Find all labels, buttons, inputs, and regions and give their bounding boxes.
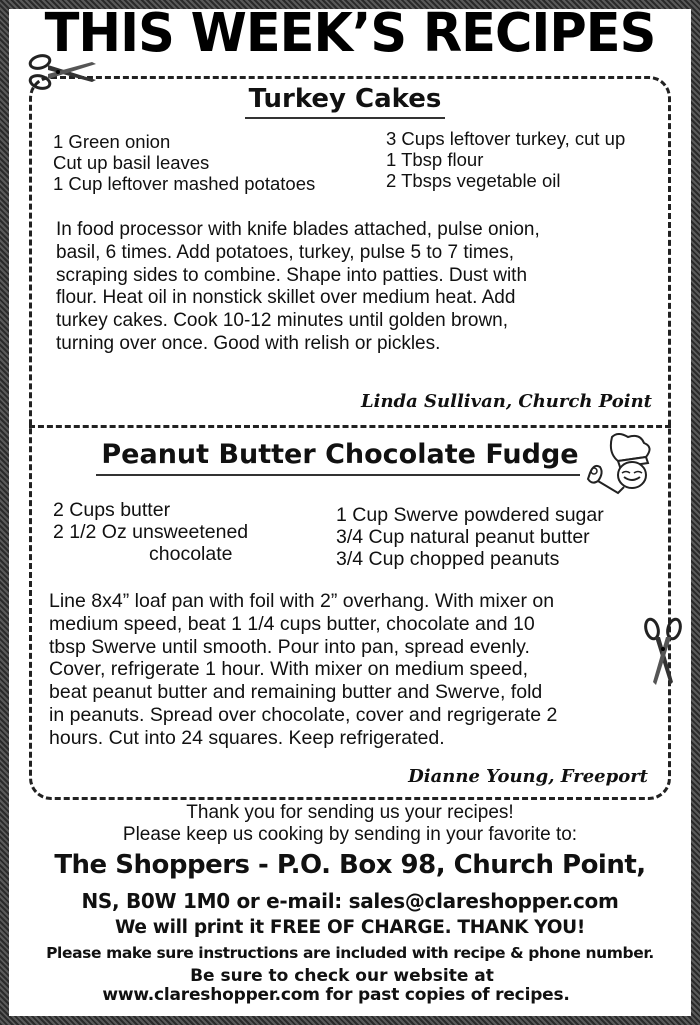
ingredient: 2 Tbsps vegetable oil xyxy=(386,170,561,191)
footer-thanks: Thank you for sending us your recipes! xyxy=(186,802,514,823)
ingredient: 3/4 Cup chopped peanuts xyxy=(336,548,560,570)
ingredients-right xyxy=(336,504,604,570)
ingredients-left xyxy=(53,499,248,565)
footer-address: The Shoppers - P.O. Box 98, Church Point, xyxy=(54,850,646,880)
footer-website-note: Be sure to check our website at xyxy=(190,966,494,986)
recipe-title: Turkey Cakes xyxy=(248,84,442,114)
title-underline xyxy=(96,474,580,476)
recipe-instructions: In food processor with knife blades attached, pulse onion, basil, 6 times. Add potatoes, turkey, pulse 5 to 7 times, scraping sides to combine. Shape into patties. Dust with flour. Heat oil in nonstick skillet over medium heat. Add turkey cakes. Cook 10-12 minutes until golden brown, turning over once. Good with relish or pickles. xyxy=(56,219,540,354)
ingredient: 1 Tbsp flour xyxy=(386,149,484,170)
footer-invite: Please keep us cooking by sending in your favorite to: xyxy=(122,824,578,845)
footer-email: NS, B0W 1M0 or e-mail: sales@clareshopper.com xyxy=(81,889,619,913)
ingredient: Cut up basil leaves xyxy=(53,152,210,173)
footer-website: www.clareshopper.com for past copies of recipes. xyxy=(102,985,570,1005)
recipe-title: Peanut Butter Chocolate Fudge xyxy=(101,439,579,470)
scissors-icon xyxy=(26,50,98,94)
footer-instructions-note: Please make sure instructions are included with recipe & phone number. xyxy=(46,944,654,962)
ingredient: 1 Cup leftover mashed potatoes xyxy=(53,173,316,194)
chef-illustration xyxy=(584,433,662,499)
title-underline xyxy=(245,117,445,119)
ingredient: chocolate xyxy=(149,543,233,565)
page-title: THIS WEEK’S RECIPES xyxy=(44,2,656,65)
ingredient: 3 Cups leftover turkey, cut up xyxy=(386,128,626,149)
ingredients-right xyxy=(386,128,625,191)
ingredients-left xyxy=(53,131,315,194)
recipe-divider xyxy=(29,425,671,428)
recipe-author: Dianne Young, Freeport xyxy=(408,766,648,787)
footer-free: We will print it FREE OF CHARGE. THANK YOU! xyxy=(114,917,586,938)
ingredient: 2 Cups butter xyxy=(53,499,171,521)
ingredient: 1 Green onion xyxy=(53,131,171,152)
ingredient: 2 1/2 Oz unsweetened xyxy=(53,521,249,543)
ingredient: 3/4 Cup natural peanut butter xyxy=(336,526,590,548)
ingredient: 1 Cup Swerve powdered sugar xyxy=(336,504,604,526)
recipe-instructions: Line 8x4” loaf pan with foil with 2” overhang. With mixer on medium speed, beat 1 1/4 cups butter, chocolate and 10 tbsp Swerve until smooth. Pour into pan, spread evenly. Cover, refrigerate 1 hour. With mixer on medium speed, beat peanut butter and remaining butter and Swerve, fold in peanuts. Spread over chocolate, cover and regrigerate 2 hours. Cut into 24 squares. Keep refrigerated. xyxy=(49,590,558,749)
recipe-author: Linda Sullivan, Church Point xyxy=(360,391,652,412)
